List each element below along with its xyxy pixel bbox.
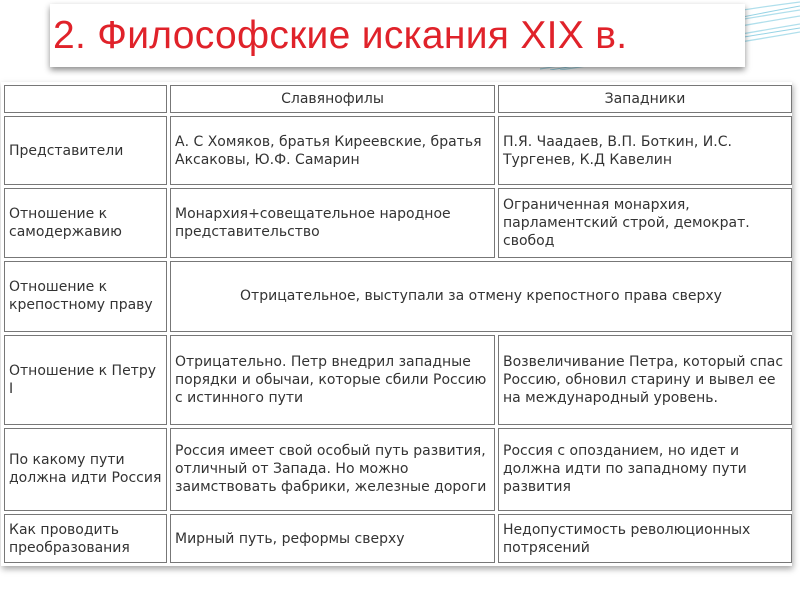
table-row xyxy=(4,116,792,185)
westernizers-cell: Возвеличивание Петра, который спас Россию, обновил старину и вывел ее на международный уровень. xyxy=(498,335,792,425)
westernizers-cell: Ограниченная монархия, парламентский строй, демократ. свобод xyxy=(498,188,792,257)
table-row xyxy=(4,188,792,257)
page-title: 2. Философские искания XIX в. xyxy=(53,14,628,57)
table-row xyxy=(4,428,792,512)
header-slavophiles: Славянофилы xyxy=(170,85,495,113)
title-box xyxy=(50,4,745,67)
westernizers-cell: Россия с опозданием, но идет и должна идти по западному пути развития xyxy=(498,428,792,512)
row-label: Представители xyxy=(4,116,167,185)
row-label: Как проводить преобразования xyxy=(4,514,167,563)
comparison-table-wrapper xyxy=(1,82,792,566)
table-row xyxy=(4,335,792,425)
row-label: Отношение к крепостному праву xyxy=(4,261,167,332)
row-label: По какому пути должна идти Россия xyxy=(4,428,167,512)
header-empty xyxy=(4,85,167,113)
slavophiles-cell: Мирный путь, реформы сверху xyxy=(170,514,495,563)
table-header-row xyxy=(4,85,792,113)
table-row xyxy=(4,514,792,563)
westernizers-cell: П.Я. Чаадаев, В.П. Боткин, И.С. Тургенев, К.Д Кавелин xyxy=(498,116,792,185)
slavophiles-cell: А. С Хомяков, братья Киреевские, братья Аксаковы, Ю.Ф. Самарин xyxy=(170,116,495,185)
comparison-table xyxy=(1,82,795,566)
slavophiles-cell: Отрицательно. Петр внедрил западные порядки и обычаи, которые сбили Россию с истинного пути xyxy=(170,335,495,425)
row-label: Отношение к Петру I xyxy=(4,335,167,425)
westernizers-cell: Недопустимость революционных потрясений xyxy=(498,514,792,563)
slavophiles-cell: Россия имеет свой особый путь развития, отличный от Запада. Но можно заимствовать фабрики, железные дороги xyxy=(170,428,495,512)
slavophiles-cell: Монархия+совещательное народное представительство xyxy=(170,188,495,257)
header-westernizers: Западники xyxy=(498,85,792,113)
shared-cell: Отрицательное, выступали за отмену крепостного права сверху xyxy=(170,261,792,332)
row-label: Отношение к самодержавию xyxy=(4,188,167,257)
table-row xyxy=(4,261,792,332)
